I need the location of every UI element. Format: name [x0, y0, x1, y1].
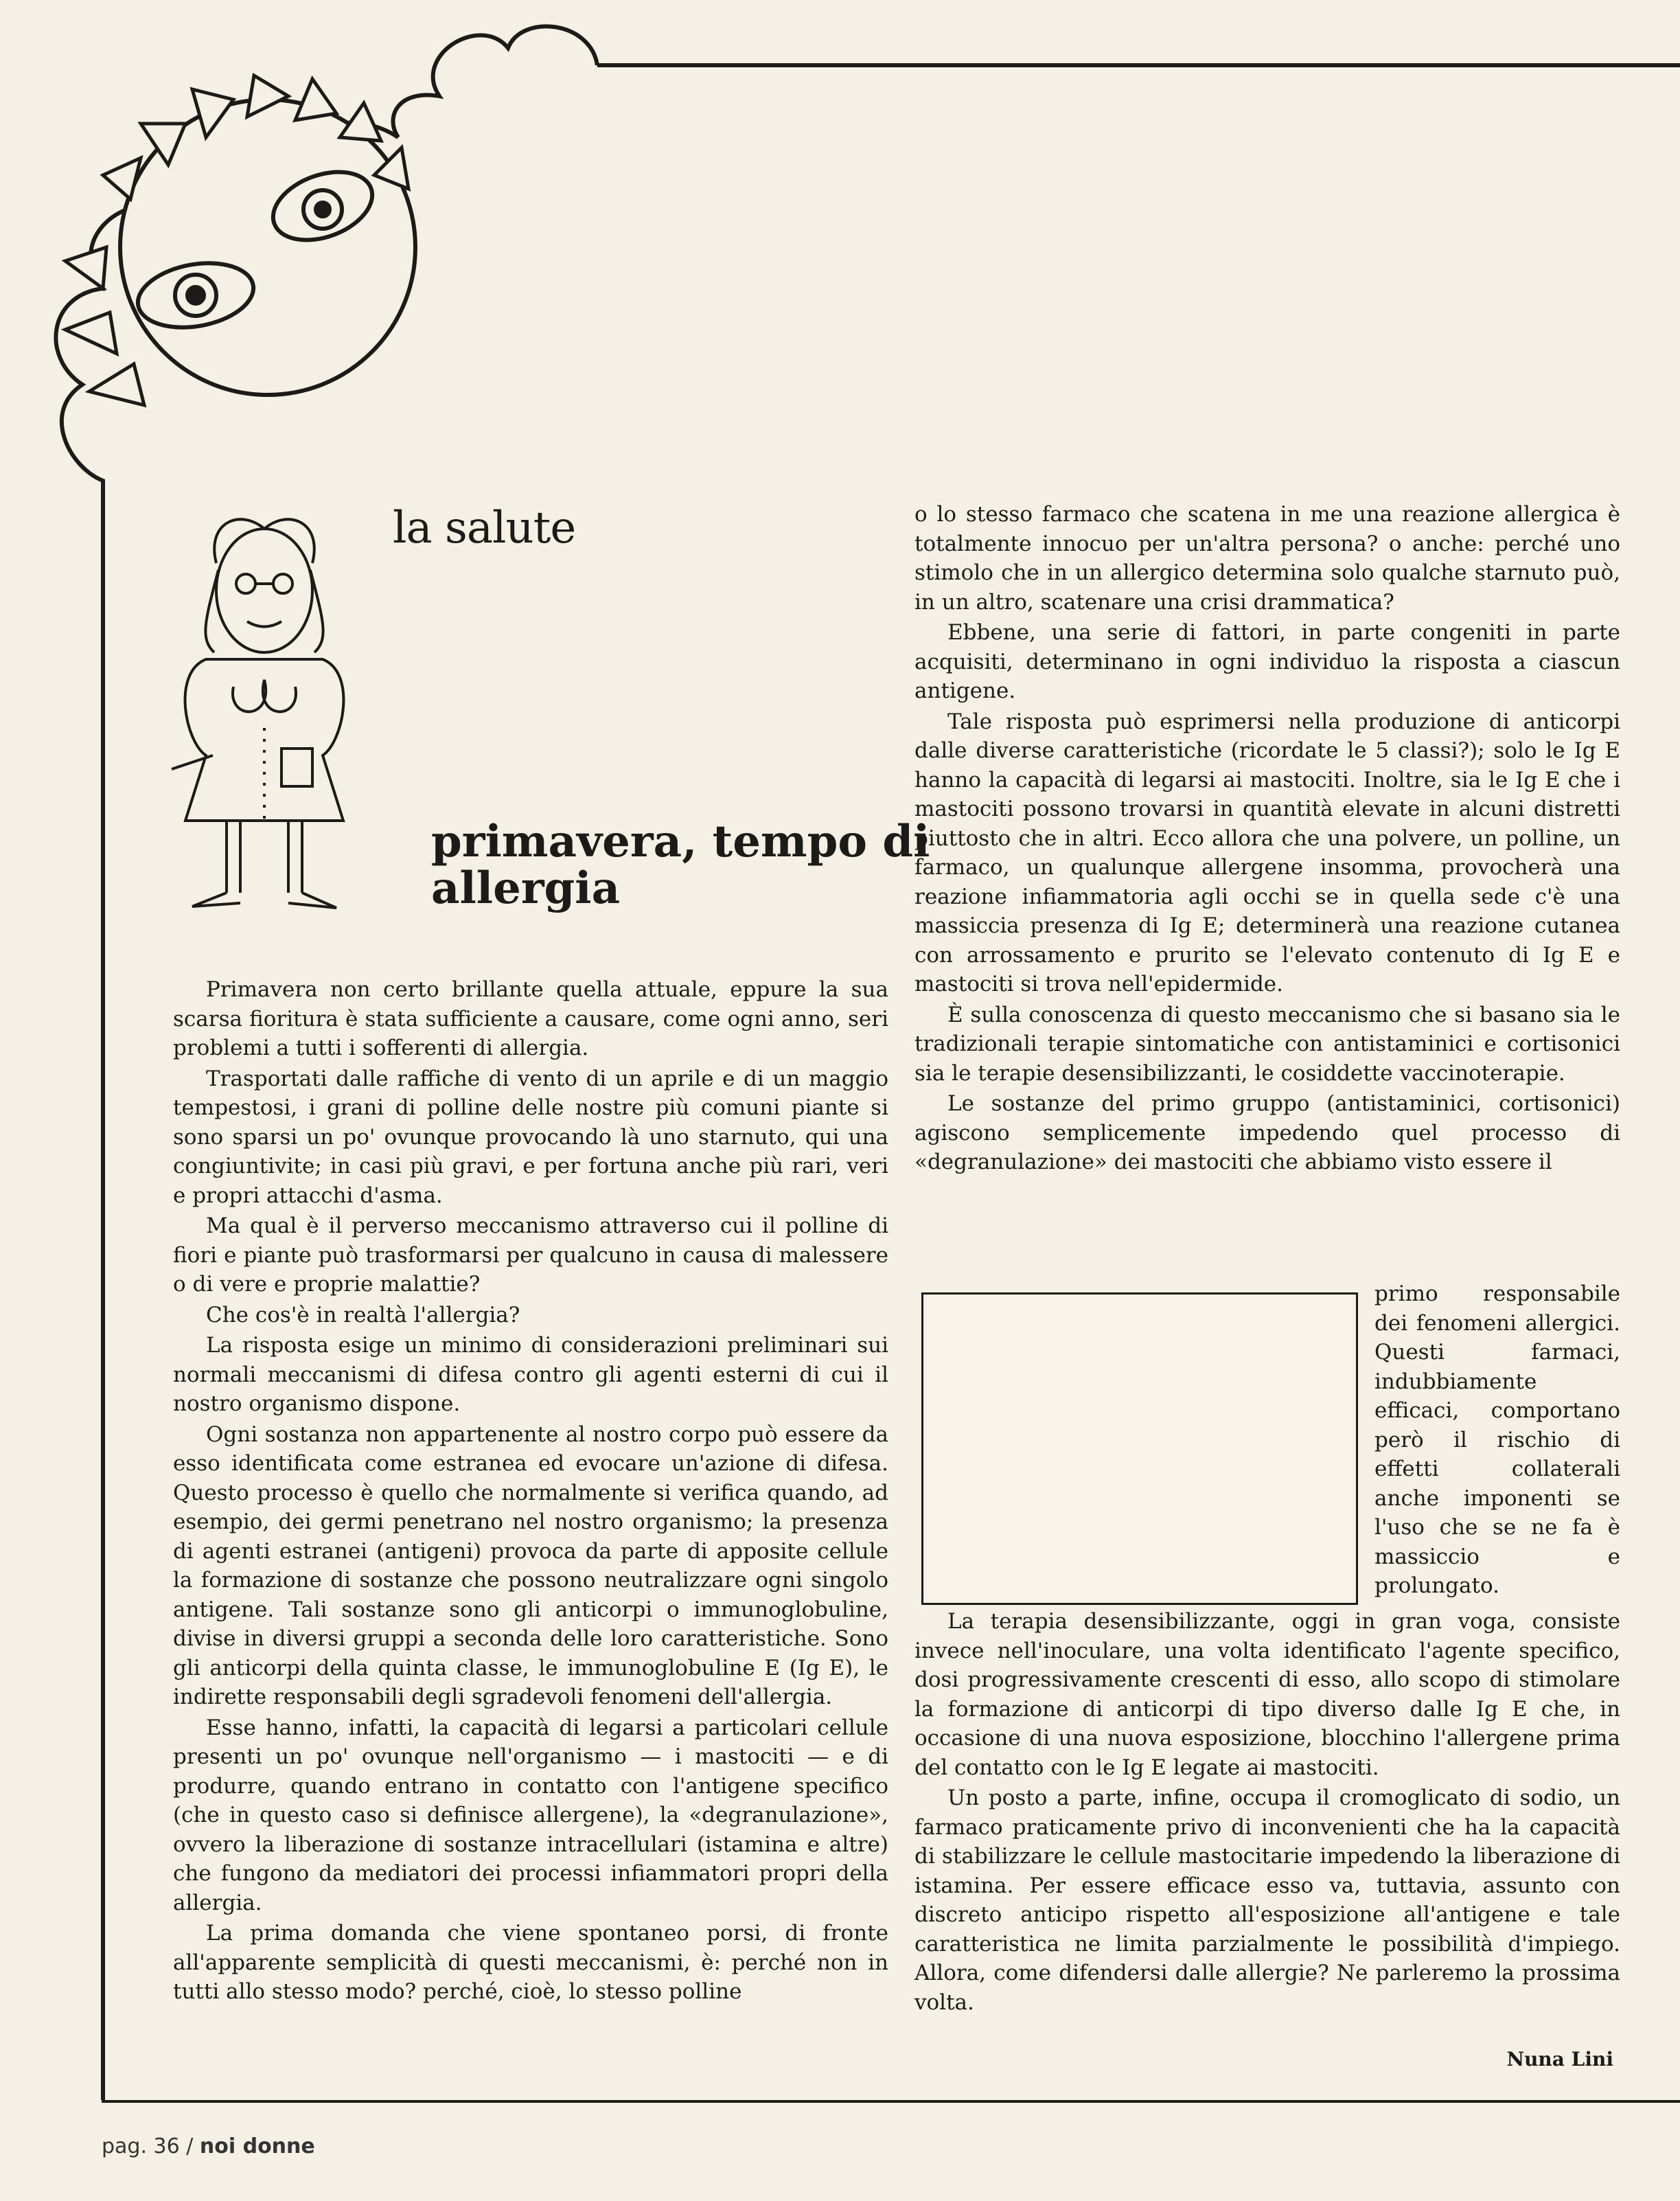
illustration-box — [921, 1292, 1358, 1605]
paragraph: o lo stesso farmaco che scatena in me una reazione allergica è totalmente innocuo per un'altra persona? o anche: perché uno stimolo che in un allergico determina solo qualche starnuto può, in un altro, scatenare una crisi drammatica? — [914, 502, 1620, 615]
section-label: la salute — [393, 503, 576, 554]
paragraph: Esse hanno, infatti, la capacità di legarsi a particolari cellule presenti un po' ovunque nell'organismo — i mastociti — e di produrre, quando entrano in contatto con l'antigene specifico (che in questo caso si definisce allergene), la «degranulazione», ovvero la liberazione di sostanze intracellulari (istamina e altre) che fungono da mediatori dei processi infiammatori propri della allergia. — [173, 1715, 888, 1915]
paragraph: Trasportati dalle raffiche di vento di un aprile e di un maggio tempestosi, i grani di polline delle nostre più comuni piante si sono sparsi un po' ovunque provocando là uno starnuto, qui una congiuntivite; in casi più gravi, e per fortuna anche più rari, veri e propri attacchi d'asma. — [173, 1066, 888, 1208]
paragraph: Ogni sostanza non appartenente al nostro corpo può essere da esso identificata come estranea ed evocare un'azione di difesa. Questo processo è quello che normalmente si verifica quando, ad esempio, dei germi penetrano nel nostro organismo; la presenza di agenti estranei (antigeni) provoca da parte di apposite cellule la formazione di sostanze che possono neutralizzare ogni singolo antigene. Tali sostanze sono gli anticorpi o immunoglobuline, divise in diversi gruppi a seconda delle loro caratteristiche. Sono gli anticorpi della quinta classe, le immunoglobuline E (Ig E), le indirette responsabili degli sgradevoli fenomeni dell'allergia. — [173, 1422, 888, 1709]
page-number: pag. 36 / — [102, 2134, 194, 2158]
paragraph: La terapia desensibilizzante, oggi in gran voga, consiste invece nell'inoculare, una volta identificato l'agente specifico, dosi progressivamente crescenti di esso, allo scopo di stimolare la formazione di anticorpi di tipo diverso dalle Ig E che, in occasione di una nuova esposizione, blocchino l'allergene prima del contatto con le Ig E legate ai mastociti. — [914, 1609, 1620, 1780]
right-column — [914, 500, 1620, 1178]
paragraph: Che cos'è in realtà l'allergia? — [206, 1302, 520, 1327]
paragraph: La prima domanda che viene spontaneo porsi, di fronte all'apparente semplicità di questi meccanismi, è: perché non in tutti allo stesso modo? perché, cioè, lo stesso polline — [173, 1921, 888, 2004]
paragraph: Un posto a parte, infine, occupa il cromoglicato di sodio, un farmaco praticamente privo di inconvenienti che ha la capacità di stabilizzare le cellule mastocitarie impedendo la liberazione di istamina. Per essere efficace esso va, tuttavia, assunto con discreto anticipo rispetto all'esposizione all'antigene e tale caratteristica ne limita parzialmente le possibilità d'impiego. Allora, come difendersi dalle allergie? Ne parleremo la prossima volta. — [914, 1786, 1620, 2015]
paragraph: È sulla conoscenza di questo meccanismo che si basano sia le tradizionali terapie sintomatiche con antistaminici e cortisonici sia le terapie desensibilizzanti, le cosiddette vaccinoterapie. — [914, 1002, 1620, 1086]
paragraph: Primavera non certo brillante quella attuale, eppure la sua scarsa fioritura è stata sufficiente a causare, come ogni anno, seri problemi a tutti i sofferenti di allergia. — [173, 977, 888, 1060]
doctor-illustration — [172, 519, 343, 908]
sun-illustration — [65, 76, 415, 405]
paragraph: La risposta esige un minimo di considerazioni preliminari sui normali meccanismi di difesa contro gli agenti esterni di cui il nostro organismo dispone. — [173, 1333, 888, 1416]
paragraph: Ebbene, una serie di fattori, in parte congeniti in parte acquisiti, determinano in ogni individuo la risposta a ciascun antigene. — [914, 620, 1620, 703]
left-column — [173, 975, 888, 2008]
author-signature: Nuna Lini — [1506, 2048, 1613, 2071]
paragraph: primo responsabile dei fenomeni allergici. Questi farmaci, indubbiamente efficaci, comportano però il rischio di effetti collaterali anche imponenti se l'uso che se ne fa è massiccio e prolungato. — [1374, 1281, 1620, 1598]
paragraph: Tale risposta può esprimersi nella produzione di anticorpi dalle diverse caratteristiche (ricordate le 5 classi?); solo le Ig E hanno la capacità di legarsi ai mastociti. Inoltre, sia le Ig E che i mastociti possono trovarsi in quantità elevate in alcuni distretti piuttosto che in altri. Ecco allora che una polvere, un polline, un farmaco, un qualunque allergene insomma, provocherà una reazione infiammatoria agli occhi se in quella sede c'è una massiccia presenza di Ig E; determinerà una reazione cutanea con arrossamento e prurito se l'elevato contenuto di Ig E e mastociti si trova nell'epidermide. — [914, 709, 1620, 996]
page-footer — [102, 2134, 315, 2158]
paragraph: Ma qual è il perverso meccanismo attraverso cui il polline di fiori e piante può trasformarsi per qualcuno in causa di malessere o di vere e proprie malattie? — [173, 1213, 888, 1297]
magazine-name: noi donne — [199, 2134, 315, 2158]
bottom-rule — [102, 2100, 1680, 2103]
paragraph: Le sostanze del primo gruppo (antistaminici, cortisonici) agiscono semplicemente impedendo quel processo di «degranulazione» dei mastociti che abbiamo visto essere il — [914, 1091, 1620, 1174]
article-title: primavera, tempo di allergia — [431, 816, 930, 914]
wrap-text-column — [1374, 1279, 1620, 1602]
right-column-continued — [914, 1607, 1620, 2018]
